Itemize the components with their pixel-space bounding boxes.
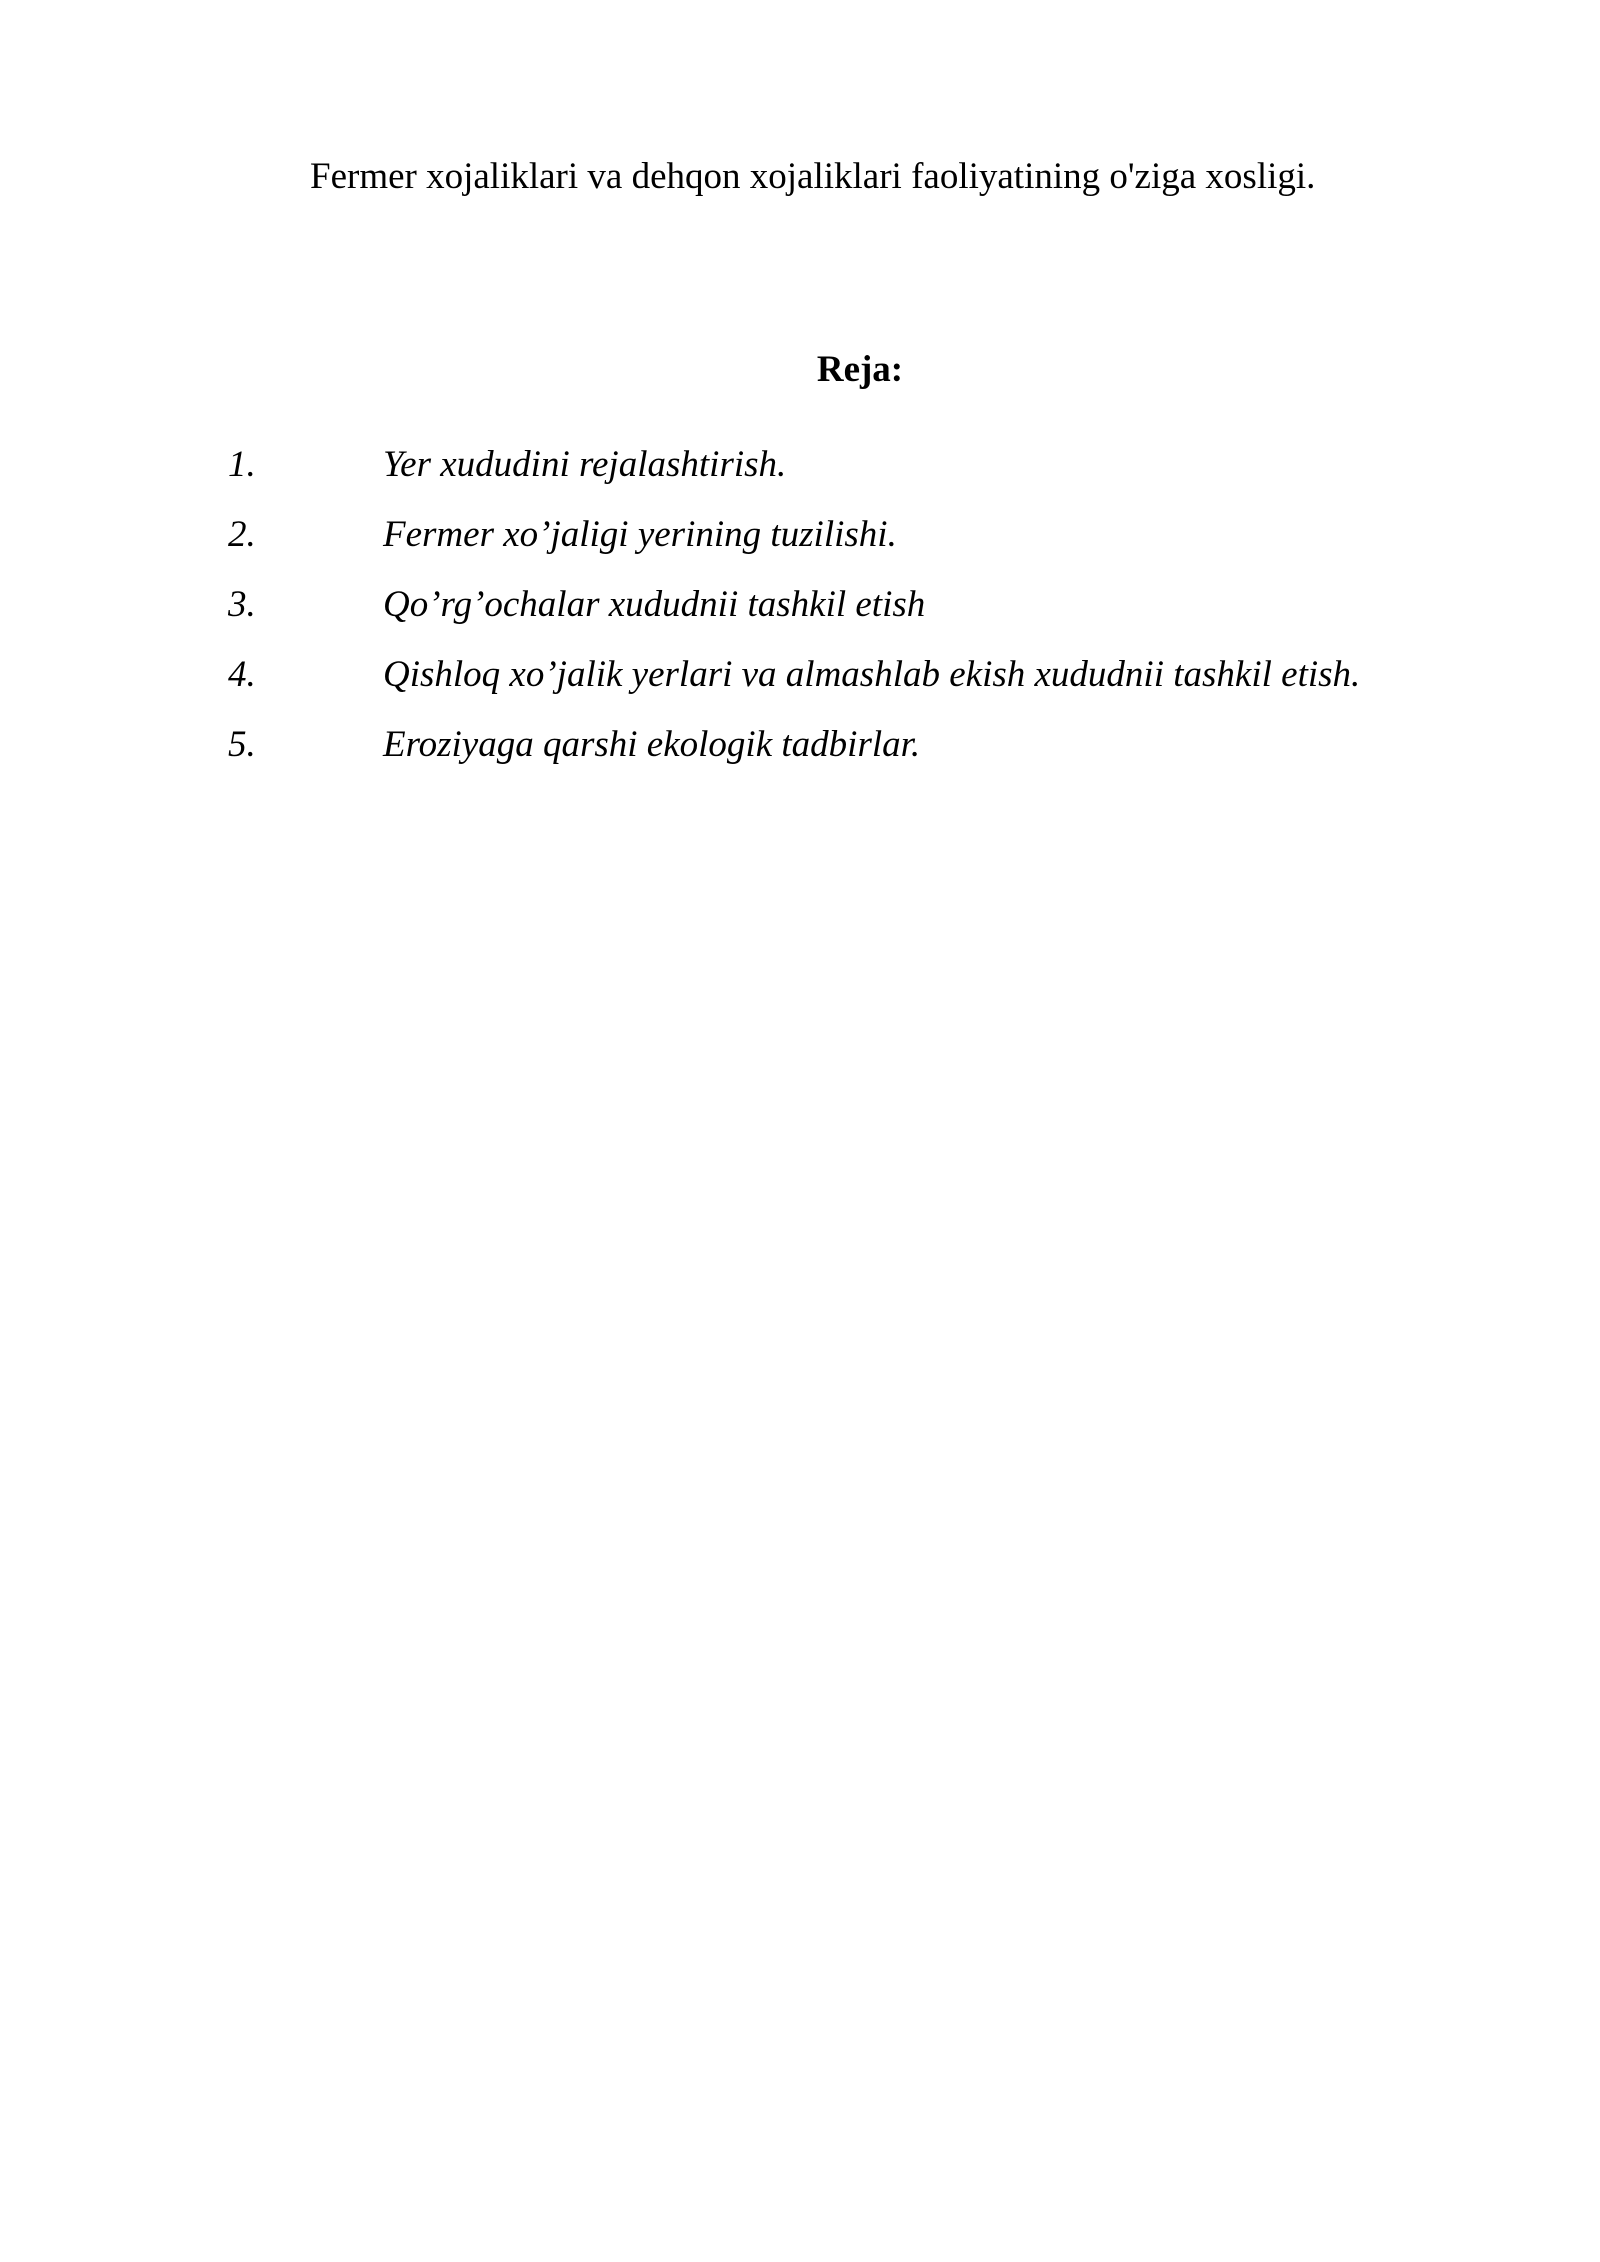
plan-item-number: 2. bbox=[228, 514, 256, 555]
plan-item-text: Eroziyaga qarshi ekologik tadbirlar. bbox=[383, 724, 921, 765]
plan-item-text: Fermer xo’jaligi yerining tuzilishi. bbox=[383, 514, 897, 555]
plan-heading: Reja: bbox=[816, 349, 904, 390]
plan-item-text: Qo’rg’ochalar xududnii tashkil etish bbox=[383, 584, 926, 625]
document-title: Fermer xojaliklari va dehqon xojaliklari faoliyatining o'ziga xosligi. bbox=[310, 156, 1316, 197]
plan-item-text: Qishloq xo’jalik yerlari va almashlab ekish xududnii tashkil etish. bbox=[383, 654, 1361, 695]
plan-item bbox=[0, 510, 1600, 580]
plan-list bbox=[0, 440, 1600, 790]
plan-item-number: 5. bbox=[228, 724, 256, 765]
plan-item-number: 4. bbox=[228, 654, 256, 695]
plan-item-number: 1. bbox=[228, 444, 256, 485]
plan-item bbox=[0, 720, 1600, 790]
plan-item-number: 3. bbox=[228, 584, 256, 625]
plan-item bbox=[0, 650, 1600, 720]
plan-item-text: Yer xududini rejalashtirish. bbox=[383, 444, 787, 485]
plan-item bbox=[0, 440, 1600, 510]
plan-item bbox=[0, 580, 1600, 650]
